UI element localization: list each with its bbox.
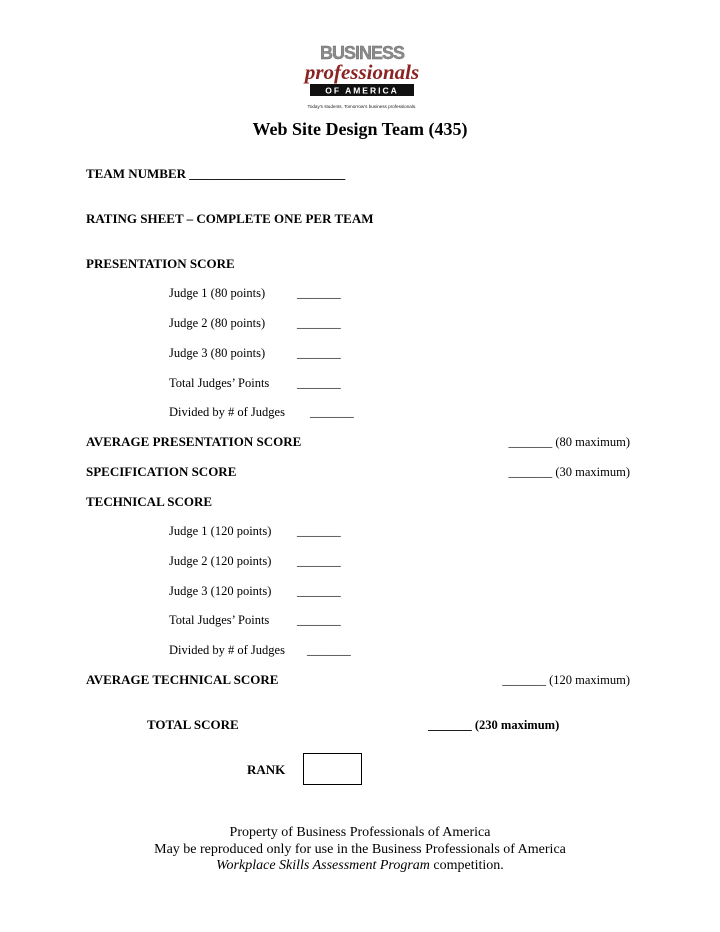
specification-label: SPECIFICATION SCORE — [86, 464, 237, 479]
bpa-logo — [300, 42, 424, 112]
bpa-logo-mark — [300, 42, 424, 112]
presentation-divided-label: Divided by # of Judges — [169, 405, 285, 419]
average-presentation-label: AVERAGE PRESENTATION SCORE — [86, 434, 302, 449]
technical-divided-blank: _______ — [307, 643, 351, 657]
average-technical-label: AVERAGE TECHNICAL SCORE — [86, 672, 279, 687]
presentation-heading: PRESENTATION SCORE — [86, 256, 235, 271]
logo-business-text: BUSINESS — [319, 43, 405, 63]
average-technical-max: _______ (120 maximum) — [502, 673, 630, 687]
footer-line-1: Property of Business Professionals of America — [229, 825, 491, 840]
average-presentation-max: _______ (80 maximum) — [508, 435, 630, 449]
total-score-max: _______ (230 maximum) — [428, 718, 560, 732]
total-score-label: TOTAL SCORE — [147, 717, 239, 732]
presentation-judge3-blank: _______ — [297, 346, 341, 360]
footer-program-name: Workplace Skills Assessment Program — [216, 858, 430, 873]
presentation-total-label: Total Judges’ Points — [169, 376, 270, 390]
rank-label: RANK — [247, 762, 286, 777]
page-title: Web Site Design Team (435) — [252, 119, 468, 139]
specification-max: _______ (30 maximum) — [508, 465, 630, 479]
technical-judge3-label: Judge 3 (120 points) — [169, 584, 272, 598]
technical-divided-label: Divided by # of Judges — [169, 643, 285, 657]
presentation-judge1-blank: _______ — [297, 286, 341, 300]
presentation-judge1-label: Judge 1 (80 points) — [169, 286, 266, 300]
presentation-judge2-label: Judge 2 (80 points) — [169, 316, 266, 330]
technical-judge3-blank: _______ — [297, 584, 341, 598]
team-number-field: TEAM NUMBER ________________________ — [86, 166, 346, 181]
logo-tagline: Today's students. Tomorrow's business professionals. — [307, 104, 417, 109]
logo-professionals-text: professionals — [304, 60, 420, 84]
rank-box — [303, 753, 362, 785]
footer-line-3-rest: competition. — [429, 858, 504, 873]
footer-line-2: May be reproduced only for use in the Business Professionals of America — [154, 842, 566, 857]
technical-total-blank: _______ — [297, 613, 341, 627]
presentation-total-blank: _______ — [297, 376, 341, 390]
rating-sheet-instruction: RATING SHEET – COMPLETE ONE PER TEAM — [86, 211, 374, 226]
technical-judge2-blank: _______ — [297, 554, 341, 568]
technical-heading: TECHNICAL SCORE — [86, 494, 213, 509]
presentation-divided-blank: _______ — [310, 405, 354, 419]
logo-of-america-text: OF AMERICA — [325, 85, 399, 96]
technical-judge1-label: Judge 1 (120 points) — [169, 524, 272, 538]
technical-judge2-label: Judge 2 (120 points) — [169, 554, 272, 568]
presentation-judge3-label: Judge 3 (80 points) — [169, 346, 266, 360]
footer-line-3 — [0, 858, 720, 874]
technical-total-label: Total Judges’ Points — [169, 613, 270, 627]
presentation-judge2-blank: _______ — [297, 316, 341, 330]
technical-judge1-blank: _______ — [297, 524, 341, 538]
